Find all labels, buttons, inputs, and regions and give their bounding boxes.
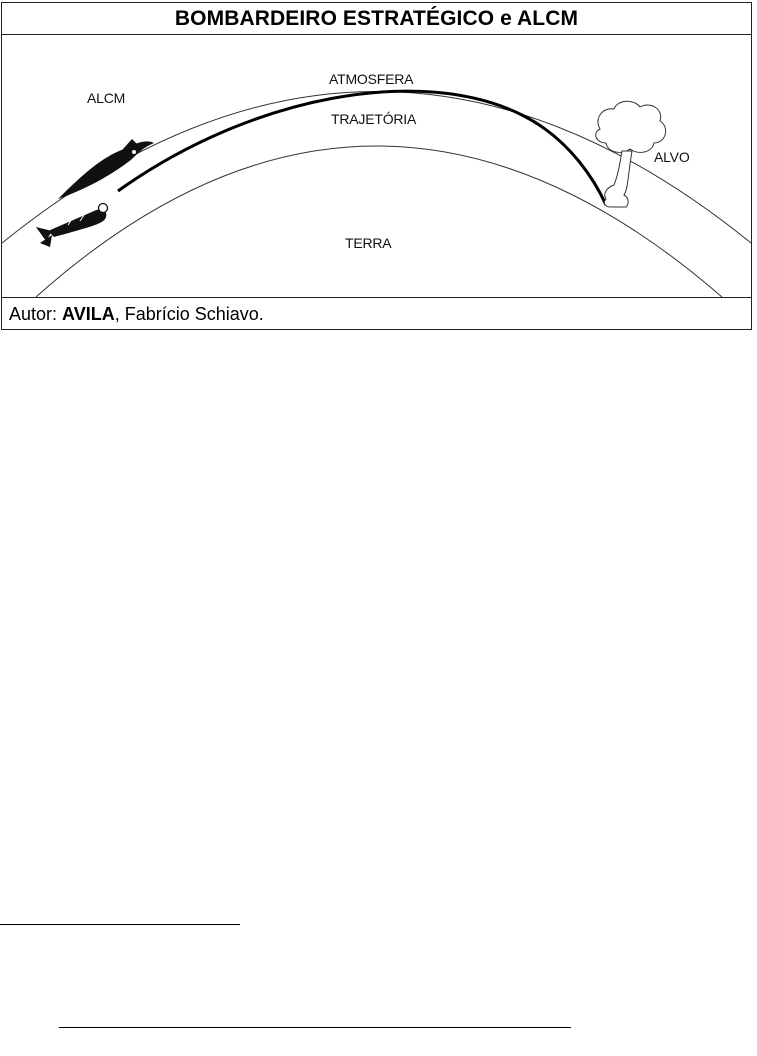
diagram-title: BOMBARDEIRO ESTRATÉGICO e ALCM — [174, 6, 579, 30]
diagram-figure — [1, 2, 752, 330]
bomber-icon — [58, 139, 154, 199]
caption-suffix: , Fabrício Schiavo. — [114, 304, 264, 324]
missile-icon — [36, 204, 108, 248]
bottom-rule — [59, 1027, 571, 1028]
label-terra: TERRA — [345, 235, 392, 251]
caption-bar — [2, 297, 751, 331]
label-trajetoria: TRAJETÓRIA — [331, 111, 417, 127]
label-atmosfera: ATMOSFERA — [329, 71, 414, 87]
trajectory-line — [118, 91, 606, 205]
caption-author: AVILA — [62, 304, 115, 324]
label-alcm: ALCM — [87, 90, 126, 106]
title-bar — [2, 3, 751, 35]
label-alvo: ALVO — [654, 149, 690, 165]
caption-prefix: Autor: — [9, 304, 63, 324]
footnote-separator — [0, 924, 240, 925]
